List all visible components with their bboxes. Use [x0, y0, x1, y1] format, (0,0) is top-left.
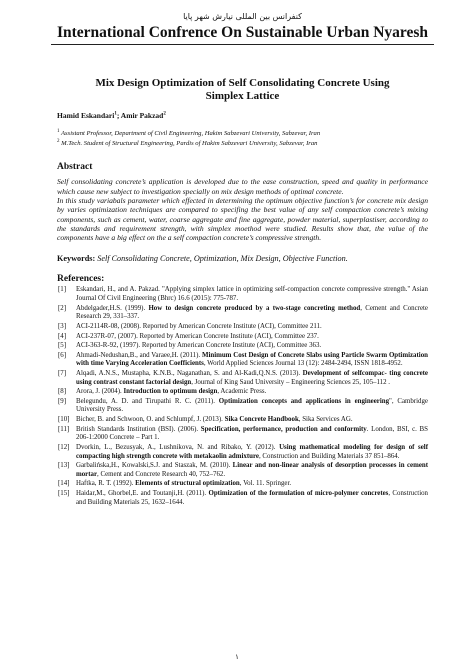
reference-number: [3] [58, 322, 67, 330]
reference-number: [13] [58, 462, 70, 470]
reference-post: Asian Journal Of Civil Engineering (Bhrc) 16.6 (2015): 775-787. [76, 286, 428, 302]
reference-title: Sika Concrete Handbook [224, 416, 299, 424]
reference-pre: Haftka, R. T. (1992). [76, 480, 136, 488]
reference-number: [5] [58, 342, 67, 350]
author-separator: ; [116, 111, 121, 120]
reference-pre: Dvorkin, L., Bezusyak, A., Lushnikova, N. and Ribako, Y. (2012). [76, 444, 280, 452]
reference-number: [9] [58, 397, 67, 405]
reference-text [76, 352, 428, 369]
reference-title: Elements of structural optimization [135, 480, 240, 488]
abstract-paragraph-1: Self consolidating concrete’s application is developed due to the ease construction, speed and quality in performance which cause new subject to investigation specially on mix design methods of optimal concrete. [57, 177, 428, 196]
reference-post: , Academic Press. [217, 388, 267, 396]
reference-item [57, 370, 428, 387]
reference-pre: Haidar,M., Ghorbel,E. and Toutanji,H. (2011). [76, 490, 209, 498]
reference-text [76, 490, 428, 507]
reference-number: [12] [58, 444, 70, 452]
conference-persian-title: کنفرانس بین المللی نیارش شهر پایا [183, 12, 302, 21]
reference-text [76, 388, 428, 397]
reference-text [76, 333, 428, 342]
reference-text [76, 416, 428, 425]
reference-item [57, 480, 428, 489]
reference-pre: British Standards Institution (BSI). (2006). [76, 425, 201, 433]
reference-item [57, 352, 428, 369]
reference-item [57, 426, 428, 443]
reference-pre: ACI-363-R-92, (1997). Reported by American Concrete Institute (ACI), Committee 363. [76, 342, 322, 350]
reference-title: Optimization of the formulation of micro-polymer concretes [208, 490, 389, 498]
reference-title: Specification, performance, production and conformity [200, 425, 367, 433]
conference-title: International Confrence On Sustainable Urban Nyaresh [51, 24, 434, 45]
reference-pre: Eskandari, H., and A. Pakzad. "Applying simplex lattice in optimizing self-compaction concrete compressive strength." [76, 286, 412, 294]
reference-title: How to design concrete produced by a two-stage concreting method [148, 304, 361, 312]
reference-item [57, 305, 428, 322]
reference-item [57, 342, 428, 351]
reference-post: , Sika Services AG. [298, 416, 353, 424]
reference-text [76, 305, 428, 322]
reference-pre: Garbalińska,H., Kowalski,S.J. and Staszak, M. (2010). [76, 462, 233, 470]
reference-item [57, 490, 428, 507]
reference-text [76, 323, 428, 332]
reference-post: , Cement and Concrete Research 29, 331–337. [76, 304, 428, 321]
reference-number: [2] [58, 304, 67, 312]
reference-pre: Belegundu, A. D. and Tirupathi R. C. (2011). [76, 397, 219, 405]
reference-pre: Bicher, B. and Schwoon, O. and Schlumpf, J. (2013). [76, 416, 225, 424]
reference-title: Linear and non-linear analysis of desorption processes in cement mortar [76, 462, 429, 478]
keywords-text: Self Consolidating Concrete, Optimization, Mix Design, Objective Function. [97, 254, 348, 264]
reference-number: [1] [58, 286, 67, 294]
reference-post: , World Applied Sciences Journal 13 (12): 2484-2494, ISSN 1818-4952. [203, 360, 403, 368]
page-number: ۱ [235, 653, 239, 661]
reference-text [76, 480, 428, 489]
reference-text [76, 462, 428, 479]
reference-title: Using mathematical modeling for design of self compacting high strength concrete with metakaolin admixture [76, 444, 428, 460]
reference-pre: Ahmadi-Nedushan,B., and Varaee,H. (2011). [76, 351, 202, 359]
reference-text [76, 426, 428, 443]
reference-post: , Vol. 11. Springer. [239, 480, 292, 488]
reference-item [57, 333, 428, 342]
reference-number: [4] [58, 332, 67, 340]
reference-number: [6] [58, 351, 67, 359]
author-2: Amir Pakzad [120, 111, 164, 120]
reference-text [76, 342, 428, 351]
reference-item [57, 416, 428, 425]
reference-post: . London, BSI, c. BS 206-1:2000 Concrete – Part 1. [76, 425, 428, 442]
reference-item [57, 286, 428, 303]
keywords [57, 254, 428, 263]
paper-title: Mix Design Optimization of Self Consolidating Concrete Using Simplex Lattice [95, 77, 390, 102]
reference-title: Minimum Cost Design of Concrete Slabs using Particle Swarm Optimization with time Varying Acceleration Coefficients [76, 351, 428, 368]
affiliations [57, 128, 428, 148]
reference-title: Introduction to optimum design [123, 388, 218, 396]
authors [57, 111, 428, 120]
reference-post: , Construction and Building Materials 37 851–864. [258, 452, 400, 460]
reference-post: , Cement and Concrete Research 40, 752–762. [97, 470, 226, 478]
reference-number: [11] [58, 425, 70, 433]
reference-text [76, 286, 428, 303]
reference-pre: ACI-2114R-08, (2008). Reported by American Concrete Institute (ACI), Committee 211. [76, 322, 322, 330]
reference-pre: Alqadi, A.N.S., Mustapha, K.N.B., Naganathan, S. and Al-Kadi,Q.N.S. (2013). [76, 370, 303, 378]
keywords-label: Keywords: [57, 254, 96, 264]
abstract-body [57, 177, 428, 242]
reference-text [76, 444, 428, 461]
reference-item [57, 388, 428, 397]
author-1: Hamid Eskandari [57, 111, 115, 120]
reference-number: [14] [58, 480, 70, 488]
abstract-heading: Abstract [57, 162, 93, 173]
reference-post: , Construction and Building Materials 25, 1632–1644. [76, 490, 428, 506]
references-heading: References: [57, 274, 105, 285]
reference-title: Development of selfcompac- ting concrete using contrast constant factorial design [76, 370, 428, 386]
reference-number: [7] [58, 370, 67, 378]
references-list [57, 286, 428, 507]
reference-item [57, 462, 428, 479]
reference-text [76, 370, 428, 387]
reference-item [57, 398, 428, 415]
reference-text [76, 398, 428, 415]
author-1-sup: 1 [114, 111, 117, 117]
reference-title: Optimization concepts and applications in engineering [218, 397, 390, 405]
author-2-sup: 2 [163, 111, 166, 117]
reference-post: ", Cambridge University Press. [76, 397, 428, 414]
reference-item [57, 444, 428, 461]
reference-number: [15] [58, 490, 70, 498]
reference-number: [10] [58, 416, 70, 424]
abstract-paragraph-2: In this study variabals parameter which effected in determining the optimum objective function’s for concrete mix design by varies optimization techniques are compared to specifing the best value of any self compaction concrete’s mixing components, such as cement, water, coarse aggregate and fine aggregate, powder material, superplastiser, according to the standards and requirement strength, with simplex moethod were studied. Results show that, the value of the components have a big effect on the a self compaction concrete’s compressive strength. [57, 195, 428, 243]
reference-number: [8] [58, 388, 67, 396]
affiliation-2: $^2$ M.Tech. Student of Structural Engineering, Pardis of Hakim Sabzevari University, Sabzevar, Iran [57, 139, 318, 148]
reference-post: , Journal of King Saud University – Engineering Sciences 25, 105–112 . [191, 378, 391, 386]
reference-pre: ACI-237R-07, (2007). Reported by American Concrete Institute (ACI), Committee 237. [76, 332, 319, 340]
reference-pre: Abdelgader,H.S. (1999). [76, 304, 149, 312]
reference-pre: Arora, J. (2004). [76, 388, 124, 396]
reference-item [57, 323, 428, 332]
affiliation-1: $^1$ Assistant Professor, Department of Civil Engineering, Hakim Sabzevari University, Sabzevar, Iran [57, 129, 321, 138]
